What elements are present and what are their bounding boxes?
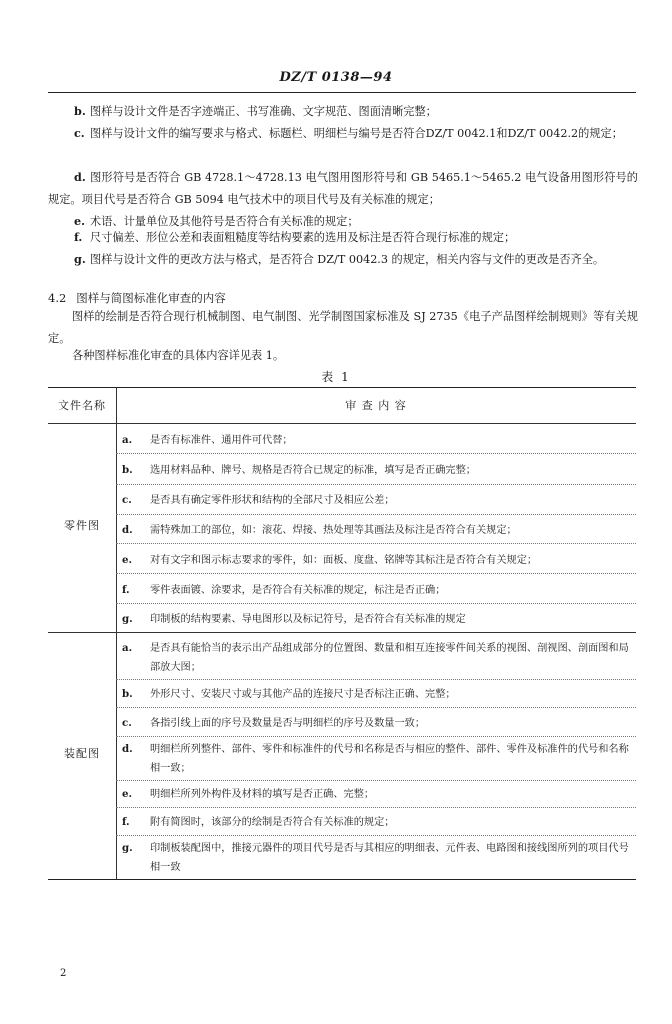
row-separator — [116, 835, 636, 836]
item-text: 图样与设计文件是否字迹端正、书写准确、文字规范、图面清晰完整； — [90, 105, 437, 118]
row-separator — [116, 707, 636, 708]
table-top-border — [48, 387, 636, 388]
row-label: e. — [122, 554, 133, 566]
row-label: f. — [122, 816, 130, 828]
row-separator — [116, 679, 636, 680]
row-text: 附有简图时，该部分的绘制是否符合有关标准的规定； — [150, 817, 395, 828]
row-separator — [116, 484, 636, 485]
item-label: f. — [74, 230, 83, 244]
group-label-part-drawing: 零件图 — [64, 519, 100, 532]
item-label: g. — [74, 252, 86, 266]
row-text: 选用材料品种、牌号、规格是否符合已规定的标准，填写是否正确完整； — [150, 465, 476, 476]
row-text: 是否具有确定零件形状和结构的全部尺寸及相应公差； — [150, 495, 395, 506]
item-label: b. — [74, 104, 86, 118]
row-text: 明细栏所列外构件及材料的填写是否正确、完整； — [150, 789, 375, 800]
item-text: 术语、计量单位及其他符号是否符合有关标准的规定； — [90, 215, 359, 228]
row-label: c. — [122, 717, 132, 729]
item-label: d. — [74, 170, 86, 184]
row-text: 明细栏所列整件、部件、零件和标准件的代号和名称是否与相应的整件、部件、零件及标准件的代号和名称相一致； — [150, 744, 629, 774]
row-text: 是否有标准件、通用件可代替； — [150, 435, 293, 446]
header-separator — [48, 423, 636, 424]
row-label: b. — [122, 464, 133, 476]
row-text: 零件表面镀、涂要求，是否符合有关标准的规定，标注是否正确； — [150, 585, 446, 596]
list-item — [48, 226, 638, 249]
row-separator — [116, 603, 636, 604]
row-separator — [116, 514, 636, 515]
item-text: 图样与设计文件的更改方法与格式，是否符合 DZ/T 0042.3 的规定，相关内容与文件的更改是否齐全。 — [90, 253, 605, 266]
section-heading — [48, 288, 226, 308]
list-item — [48, 248, 638, 271]
row-separator — [116, 780, 636, 781]
table-bottom-border — [48, 879, 636, 880]
group-separator — [48, 632, 636, 633]
list-item — [48, 122, 638, 145]
row-label: e. — [122, 788, 133, 800]
row-label: c. — [122, 494, 132, 506]
row-label: g. — [122, 842, 133, 854]
item-text: 图形符号是否符合 GB 4728.1～4728.13 电气图用图形符号和 GB 5465.1～5465.2 电气设备用图形符号的规定。项目代号是否符合 GB 5094 电气技术中的项目代号及有关标准的规定； — [48, 171, 638, 206]
row-label: d. — [122, 524, 133, 536]
list-item — [48, 100, 638, 123]
row-text: 印制板的结构要素、导电图形以及标记符号，是否符合有关标准的规定 — [150, 614, 466, 625]
row-separator — [116, 807, 636, 808]
row-text: 是否具有能恰当的表示出产品组成部分的位置图、数量和相互连接零件间关系的视图、剖视图、剖面图和局部放大图； — [150, 643, 629, 673]
row-separator — [116, 453, 636, 454]
row-text: 需特殊加工的部位，如：滚花、焊接、热处理等其画法及标注是否符合有关规定； — [150, 525, 517, 536]
row-separator — [116, 573, 636, 574]
row-label: a. — [122, 434, 133, 446]
item-label: c. — [74, 126, 85, 140]
section-paragraph: 各种图样标准化审查的具体内容详见表 1。 — [72, 349, 285, 362]
row-text: 对有文字和图示标志要求的零件，如：面板、度盘、铭牌等其标注是否符合有关规定； — [150, 555, 538, 566]
row-label: g. — [122, 613, 133, 625]
row-separator — [116, 736, 636, 737]
header-rule — [48, 92, 636, 93]
item-label: e. — [74, 214, 86, 228]
table-caption: 表 1 — [321, 370, 351, 384]
row-text: 印制板装配图中，推接元器件的项目代号是否与其相应的明细表、元件表、电路图和接线图所列的项目代号相一致 — [150, 843, 629, 873]
section-paragraph: 图样的绘制是否符合现行机械制图、电气制图、光学制图国家标准及 SJ 2735《电子产品图样绘制规则》等有关规定。 — [48, 310, 638, 345]
list-item — [48, 166, 638, 211]
document-code-header: DZ/T 0138—94 — [279, 70, 393, 85]
section-title: 图样与简图标准化审查的内容 — [76, 291, 226, 305]
row-label: b. — [122, 688, 133, 700]
page-number: 2 — [60, 968, 67, 979]
row-label: d. — [122, 743, 133, 755]
group-label-assembly-drawing: 装配图 — [64, 747, 100, 760]
row-label: a. — [122, 642, 133, 654]
section-number: 4.2 — [48, 291, 67, 305]
column-header-content: 审 查 内 容 — [345, 399, 407, 412]
row-separator — [116, 543, 636, 544]
column-header-name: 文件名称 — [58, 399, 106, 412]
item-text: 图样与设计文件的编写要求与格式、标题栏、明细栏与编号是否符合DZ/T 0042.1和DZ/T 0042.2的规定； — [90, 127, 623, 140]
table-column-divider — [116, 387, 117, 879]
row-text: 外形尺寸、安装尺寸或与其他产品的连接尺寸是否标注正确、完整； — [150, 689, 456, 700]
row-text: 各指引线上面的序号及数量是否与明细栏的序号及数量一致； — [150, 718, 426, 729]
item-text: 尺寸偏差、形位公差和表面粗糙度等结构要素的选用及标注是否符合现行标准的规定； — [90, 231, 516, 244]
row-label: f. — [122, 584, 130, 596]
